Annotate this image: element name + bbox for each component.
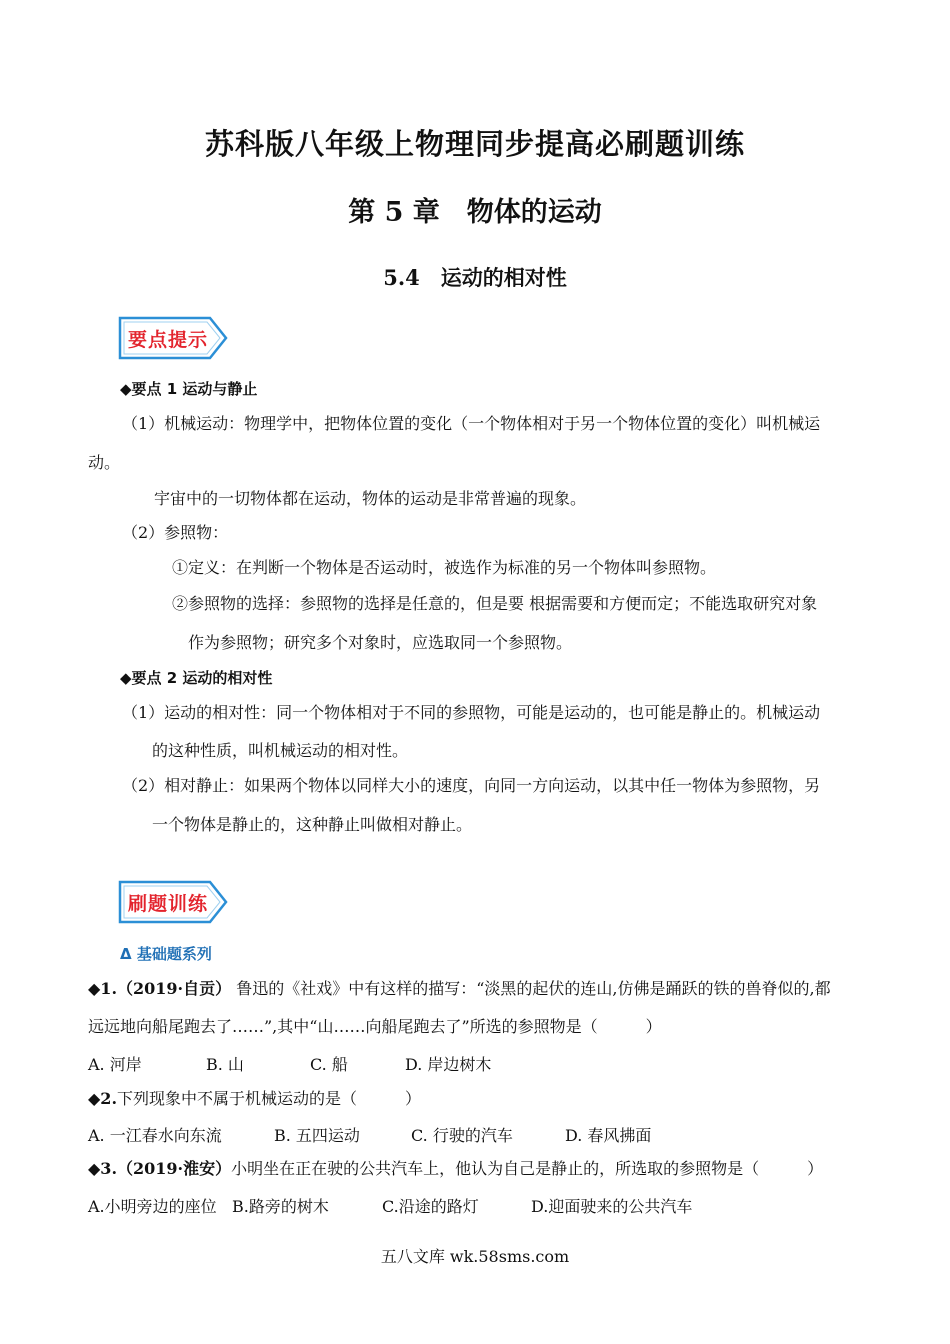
question-3-option-c: C.沿途的路灯 bbox=[382, 1197, 479, 1216]
question-1-option-b: B. 山 bbox=[206, 1055, 244, 1074]
series-heading: Δ 基础题系列 bbox=[120, 945, 212, 963]
question-3 bbox=[88, 1158, 823, 1180]
point2-line2: （2）相对静止：如果两个物体以同样大小的速度，向同一方向运动，以其中任一物体为参照物，另 bbox=[122, 776, 821, 795]
point1-line1b: 动。 bbox=[88, 453, 121, 472]
question-3-option-a: A.小明旁边的座位 bbox=[88, 1197, 217, 1216]
chapter-title: 第 5 章 物体的运动 bbox=[348, 197, 602, 228]
key-points-label: 要点提示 bbox=[128, 329, 209, 351]
question-2-option-d: D. 春风拂面 bbox=[565, 1126, 652, 1145]
question-1-text2: 远远地向船尾跑去了……”,其中“山……向船尾跑去了”所选的参照物是（ ） bbox=[88, 1017, 662, 1036]
question-1 bbox=[88, 978, 831, 1000]
footer-watermark: 五八文库 wk.58sms.com bbox=[380, 1247, 570, 1266]
point1-line4: ①定义：在判断一个物体是否运动时，被选作为标准的另一个物体叫参照物。 bbox=[172, 558, 717, 577]
question-2-option-c: C. 行驶的汽车 bbox=[411, 1126, 513, 1145]
key-points-badge bbox=[118, 316, 230, 360]
question-1-tag: ◆1.（2019·自贡） bbox=[88, 979, 232, 998]
point1-line1: （1）机械运动：物理学中，把物体位置的变化（一个物体相对于另一个物体位置的变化）叫机械运 bbox=[122, 414, 821, 433]
point2-line2b: 一个物体是静止的，这种静止叫做相对静止。 bbox=[152, 815, 473, 834]
point1-line5: ②参照物的选择：参照物的选择是任意的，但是要 根据需要和方便而定；不能选取研究对象 bbox=[172, 594, 818, 613]
doc-title: 苏科版八年级上物理同步提高必刷题训练 bbox=[204, 127, 745, 161]
question-2-text: 下列现象中不属于机械运动的是（ ） bbox=[117, 1089, 422, 1108]
point1-heading: ◆要点 1 运动与静止 bbox=[120, 380, 258, 398]
practice-badge bbox=[118, 880, 230, 924]
question-3-text: 小明坐在正在驶的公共汽车上，他认为自己是静止的，所选取的参照物是（ ） bbox=[231, 1159, 824, 1178]
section-title: 5.4 运动的相对性 bbox=[383, 265, 567, 290]
question-3-tag: ◆3.（2019·淮安） bbox=[88, 1159, 232, 1178]
question-2-option-a: A. 一江春水向东流 bbox=[88, 1126, 222, 1145]
point2-line1: （1）运动的相对性：同一个物体相对于不同的参照物，可能是运动的，也可能是静止的。机械运动 bbox=[122, 703, 821, 722]
point1-line2: 宇宙中的一切物体都在运动，物体的运动是非常普遍的现象。 bbox=[154, 489, 587, 508]
point1-line5b: 作为参照物；研究多个对象时，应选取同一个参照物。 bbox=[188, 633, 573, 652]
point2-line1b: 的这种性质，叫机械运动的相对性。 bbox=[152, 741, 409, 760]
practice-label: 刷题训练 bbox=[128, 893, 209, 915]
question-1-option-d: D. 岸边树木 bbox=[405, 1055, 492, 1074]
question-3-option-b: B.路旁的树木 bbox=[232, 1197, 329, 1216]
question-1-option-a: A. 河岸 bbox=[88, 1055, 142, 1074]
question-2 bbox=[88, 1088, 421, 1110]
point2-heading: ◆要点 2 运动的相对性 bbox=[120, 669, 273, 687]
point1-line3: （2）参照物： bbox=[122, 523, 229, 542]
question-3-option-d: D.迎面驶来的公共汽车 bbox=[531, 1197, 693, 1216]
question-2-tag: ◆2. bbox=[88, 1089, 118, 1108]
question-1-option-c: C. 船 bbox=[310, 1055, 348, 1074]
question-1-text: 鲁迅的《社戏》中有这样的描写：“淡黑的起伏的连山,仿佛是踊跃的铁的兽脊似的,都 bbox=[231, 979, 831, 998]
question-2-option-b: B. 五四运动 bbox=[274, 1126, 360, 1145]
